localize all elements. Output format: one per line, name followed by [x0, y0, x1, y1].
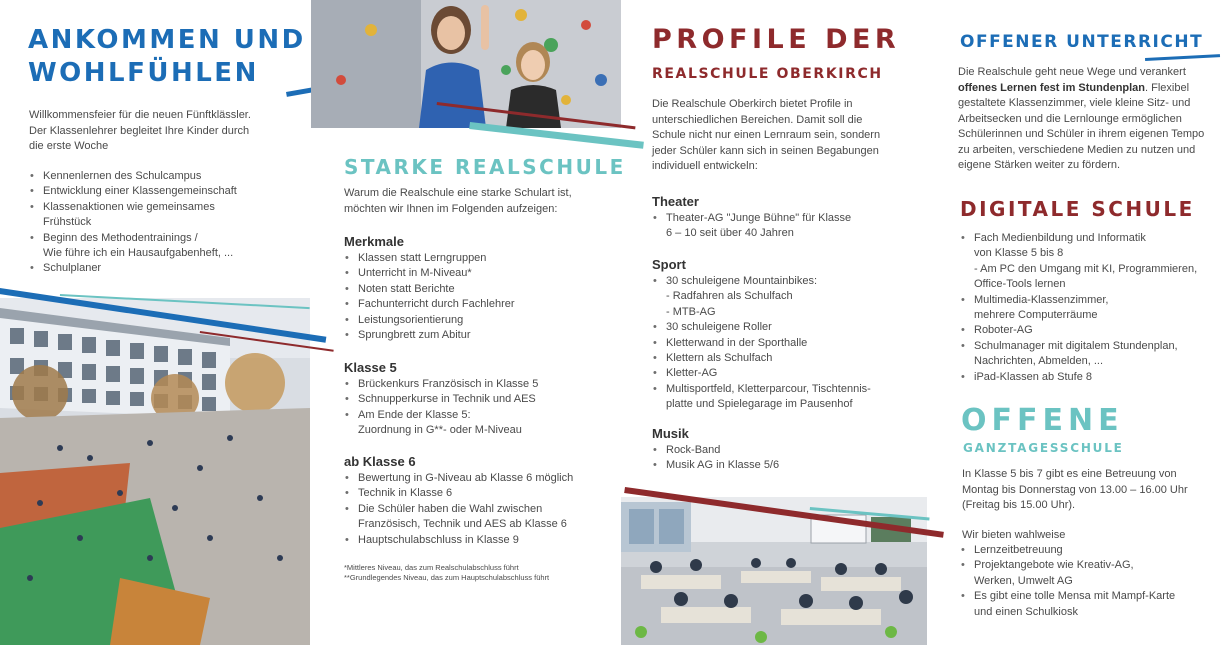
section-list [344, 377, 619, 439]
classroom-illustration [621, 497, 927, 645]
list-item: • Es gibt eine tolle Mensa mit Mampf-Karte und einen Schulkiosk [960, 589, 1225, 620]
col2-section-abklasse6 [344, 454, 619, 548]
col4-text1-suffix: . Flexibel [1145, 81, 1190, 94]
col1-intro-line: Willkommensfeier für die neuen Fünftklässler. [29, 109, 251, 121]
col4-text1-line: eigene Stärken weiter zu fördern. [958, 159, 1121, 171]
col3-intro-line: individuell entwickeln: [652, 160, 758, 172]
list-item: • Rock-Band [652, 443, 912, 458]
list-item: • Schulmanager mit digitalem Stundenplan, Nachrichten, Abmelden, ... [960, 339, 1225, 370]
list-item: • Entwicklung einer Klassengemeinschaft [29, 184, 304, 199]
section-title: Theater [652, 194, 699, 209]
col4-text3-line: In Klasse 5 bis 7 gibt es eine Betreuung von [962, 468, 1177, 480]
col4-text1-line: Schülerinnen und Schüler in ihrem eigenen Tempo [958, 128, 1205, 140]
col1-intro-line: die erste Woche [29, 140, 109, 152]
col4-text1-line: zu arbeiten, verschiedene Medien zu nutzen und [958, 143, 1196, 156]
climbing-illustration [311, 0, 621, 128]
col4-text1-highlight: offenes Lernen fest im Stundenplan [958, 81, 1146, 94]
section-list [344, 471, 619, 548]
list-item: • Schulplaner [29, 261, 304, 276]
schoolyard-illustration [0, 298, 310, 645]
list-item: • Klettern als Schulfach [652, 351, 912, 366]
list-item: • Sprungbrett zum Abitur [344, 328, 619, 343]
col1-intro-line: Der Klassenlehrer begleitet Ihre Kinder durch [29, 124, 250, 137]
col3-intro-line: Schule nicht nur einen Lernraum sein, sondern [652, 129, 881, 141]
col1-list [29, 169, 304, 277]
list-item: • Kletter-AG [652, 366, 912, 381]
col1-headline-line1: ANKOMMEN UND [28, 25, 306, 55]
col2-footnotes [344, 563, 619, 583]
col4-headline-stripe [1145, 54, 1220, 61]
col4-subheadline-ganztagesschule: GANZTAGESSCHULE [963, 441, 1124, 455]
list-item: • Kennenlernen des Schulcampus [29, 169, 304, 184]
list-item: • 30 schuleigene Roller [652, 320, 912, 335]
col3-headline: PROFILE DER [652, 24, 901, 55]
col2-intro [344, 186, 614, 217]
col4-text3-line: (Freitag bis 15.00 Uhr). [962, 499, 1076, 511]
col4-headline-offene: OFFENE [961, 403, 1124, 438]
list-item: • Theater-AG "Junge Bühne" für Klasse 6 – 10 seit über 40 Jahren [652, 211, 912, 242]
col3-subheadline: REALSCHULE OBERKIRCH [652, 66, 883, 82]
list-item: • Klassen statt Lerngruppen [344, 251, 619, 266]
list-item: • Multimedia-Klassenzimmer, mehrere Computerräume [960, 293, 1225, 324]
list-item: • Projektangebote wie Kreativ-AG, Werken, Umwelt AG [960, 558, 1225, 589]
col1-headline-line2: WOHLFÜHLEN [28, 58, 259, 88]
col2-section-klasse5 [344, 360, 619, 439]
list-item: • iPad-Klassen ab Stufe 8 [960, 370, 1225, 385]
list-item: • Fach Medienbildung und Informatik von Klasse 5 bis 8 - Am PC den Umgang mit KI, Programmieren, Office-Tools lernen [960, 231, 1225, 293]
col4-text1 [958, 65, 1223, 174]
schoolyard-photo [0, 298, 310, 645]
col3-intro-line: Die Realschule Oberkirch bietet Profile in [652, 98, 853, 110]
col4-text3-line: Montag bis Donnerstag von 13.00 – 16.00 Uhr [962, 483, 1188, 496]
list-item: • Multisportfeld, Kletterparcour, Tischtennis- platte und Spielegarage im Pausenhof [652, 382, 912, 413]
col4-headline-digitale-schule: DIGITALE SCHULE [960, 197, 1195, 221]
col4-intro4: Wir bieten wahlweise [962, 529, 1066, 541]
list-item: • Kletterwand in der Sporthalle [652, 336, 912, 351]
col2-section-merkmale [344, 234, 619, 343]
footnote: **Grundlegendes Niveau, das zum Hauptschulabschluss führt [344, 573, 550, 582]
col1-headline [28, 24, 306, 90]
list-item: • Beginn des Methodentrainings / Wie führe ich ein Hausaufgabenheft, ... [29, 231, 304, 262]
col3-section-sport [652, 257, 912, 413]
col3-section-theater [652, 194, 912, 242]
section-title: ab Klasse 6 [344, 454, 416, 469]
col4-text3 [962, 467, 1222, 514]
section-title: Sport [652, 257, 686, 272]
col4-text1-line: gestaltete Klassenzimmer, viele kleine Sitz- und [958, 97, 1191, 109]
climbing-photo [311, 0, 621, 128]
section-title: Musik [652, 426, 689, 441]
list-item: • Unterricht in M-Niveau* [344, 266, 619, 281]
col3-intro-line: unterschiedlichen Bereichen. Damit soll die [652, 113, 863, 126]
col4-digital-list [960, 231, 1225, 385]
list-item: • Schnupperkurse in Technik und AES [344, 392, 619, 407]
list-item: • Die Schüler haben die Wahl zwischen Französisch, Technik und AES ab Klasse 6 [344, 502, 619, 533]
list-item: • Leistungsorientierung [344, 313, 619, 328]
list-item: • Am Ende der Klasse 5: Zuordnung in G**- oder M-Niveau [344, 408, 619, 439]
col3-section-musik [652, 426, 912, 474]
col4-ganztag-list [960, 543, 1225, 620]
col1-intro [29, 108, 299, 155]
section-list [652, 443, 912, 474]
list-item: • Technik in Klasse 6 [344, 486, 619, 501]
classroom-photo [621, 497, 927, 645]
col2-intro-line: Warum die Realschule eine starke Schulart ist, [344, 187, 572, 199]
list-item: • Roboter-AG [960, 323, 1225, 338]
col4-text1-line [958, 81, 1223, 97]
section-title: Merkmale [344, 234, 404, 249]
col3-intro [652, 97, 912, 175]
list-item: • Hauptschulabschluss in Klasse 9 [344, 533, 619, 548]
col2-headline: STARKE REALSCHULE [344, 155, 626, 179]
list-item: • Noten statt Berichte [344, 282, 619, 297]
list-item: • Musik AG in Klasse 5/6 [652, 458, 912, 473]
col3-intro-line: jeder Schüler kann sich in seinen Begabungen [652, 144, 879, 157]
list-item: • Fachunterricht durch Fachlehrer [344, 297, 619, 312]
section-list [652, 274, 912, 413]
section-list [652, 211, 912, 242]
col2-intro-line: möchten wir Ihnen im Folgenden aufzeigen: [344, 202, 558, 215]
footnote: *Mittleres Niveau, das zum Realschulabschluss führt [344, 563, 519, 572]
col4-text1-line: Arbeitsecken und die Lernlounge ermöglichen [958, 112, 1182, 125]
col4-headline-offener-unterricht: OFFENER UNTERRICHT [960, 32, 1204, 52]
section-list [344, 251, 619, 343]
list-item: • 30 schuleigene Mountainbikes: - Radfahren als Schulfach - MTB-AG [652, 274, 912, 320]
list-item: • Klassenaktionen wie gemeinsames Frühstück [29, 200, 304, 231]
section-title: Klasse 5 [344, 360, 397, 375]
col4-text1-line: Die Realschule geht neue Wege und verankert [958, 66, 1186, 78]
list-item: • Lernzeitbetreuung [960, 543, 1225, 558]
list-item: • Bewertung in G-Niveau ab Klasse 6 möglich [344, 471, 619, 486]
list-item: • Brückenkurs Französisch in Klasse 5 [344, 377, 619, 392]
